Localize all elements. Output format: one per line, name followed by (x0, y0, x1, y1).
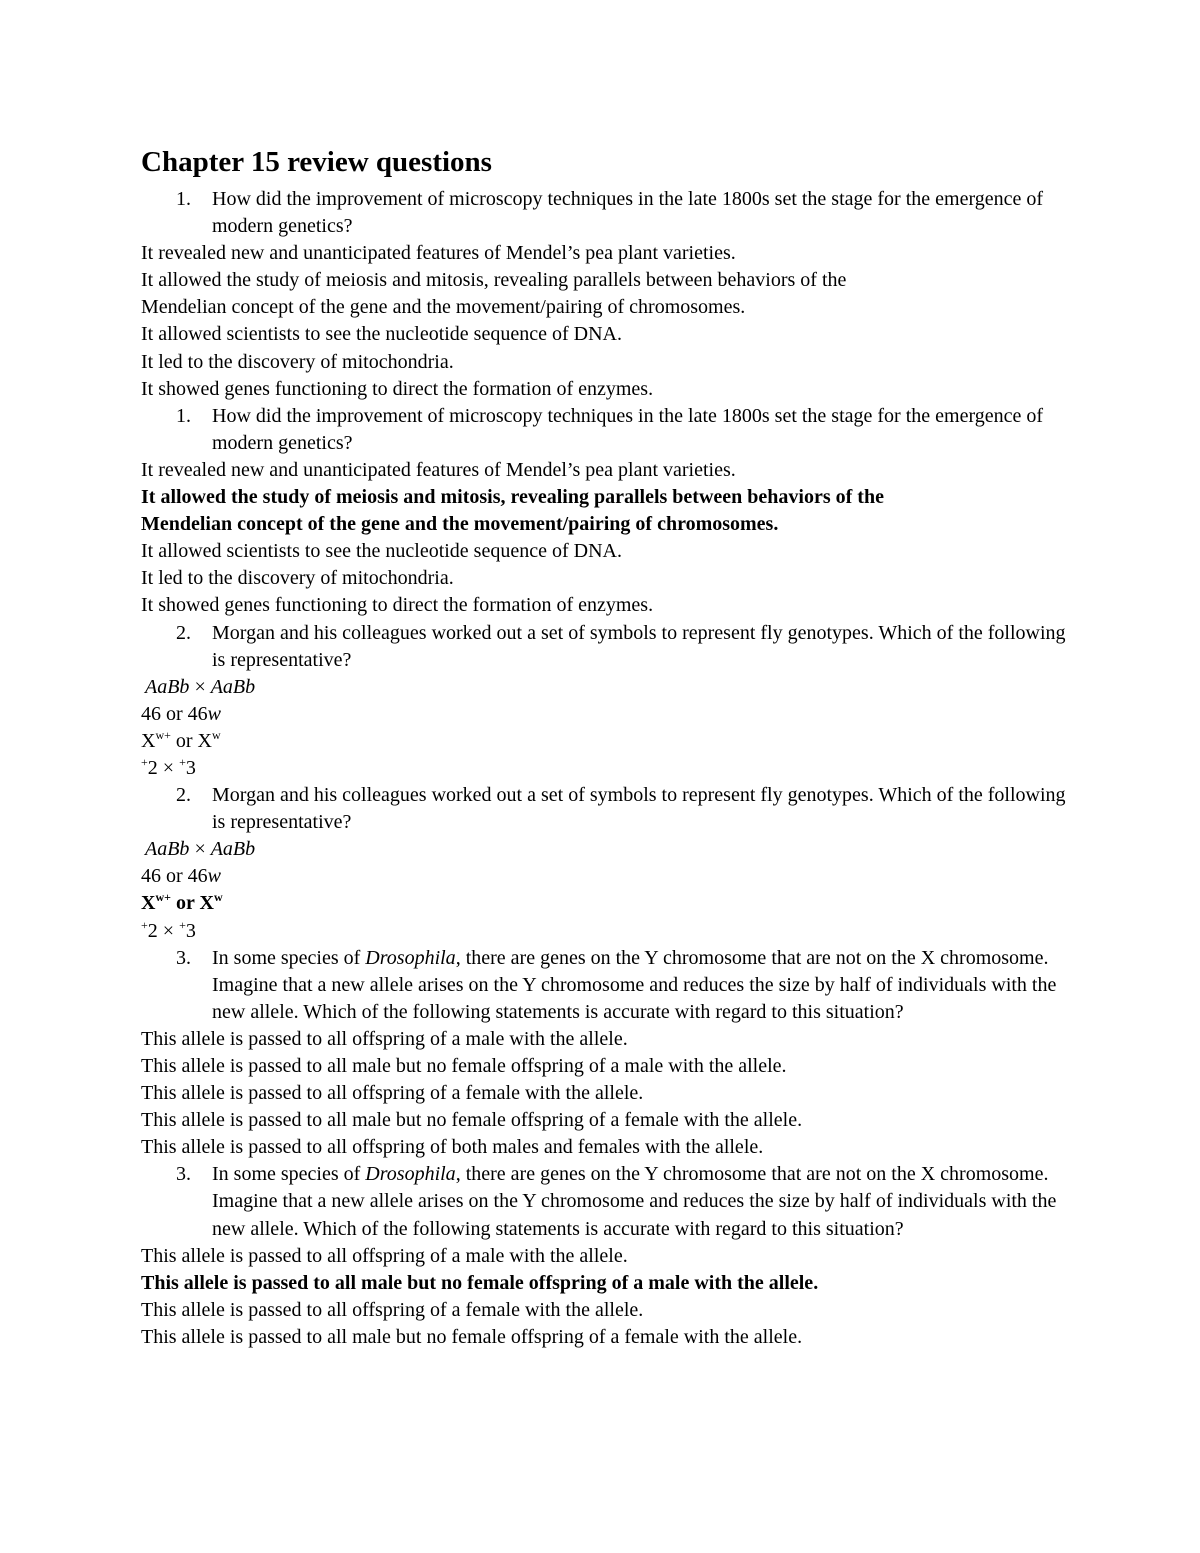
answer-option: It led to the discovery of mitochondria. (141, 350, 454, 373)
option-text: X (141, 729, 156, 752)
option-text: or X (170, 892, 214, 915)
answer-option (141, 836, 1071, 863)
question-text: , there are genes on the Y chromosome that are not on the X chromosome. Imagine that a new allele arises on the Y chromosome and reduces the size by half of individuals with the new allele. Which of the following statements is accurate with regard to this situation? (212, 946, 1057, 1023)
answer-option (141, 701, 1071, 728)
question-number: 2. (176, 784, 191, 807)
question-2 (141, 620, 1071, 674)
answer-option: It allowed the study of meiosis and mitosis, revealing parallels between behaviors of the (141, 269, 847, 292)
question-text: , there are genes on the Y chromosome that are not on the X chromosome. Imagine that a new allele arises on the Y chromosome and reduces the size by half of individuals with the new allele. Which of the following statements is accurate with regard to this situation? (212, 1163, 1057, 1240)
cross-symbol: × (189, 838, 211, 861)
question-number: 1. (176, 404, 191, 427)
question-number: 3. (176, 946, 191, 969)
option-text: 46 or 46 (141, 865, 208, 888)
question-text: Morgan and his colleagues worked out a set of symbols to represent fly genotypes. Which of the following is representative? (212, 621, 1066, 671)
answer-option (141, 863, 1071, 890)
page-title: Chapter 15 review questions (141, 146, 492, 178)
answer-option: It allowed scientists to see the nucleotide sequence of DNA. (141, 540, 622, 563)
question-text-italic: Drosophila (365, 1163, 456, 1186)
question-text: In some species of (212, 946, 366, 969)
answer-option: This allele is passed to all offspring of a female with the allele. (141, 1082, 644, 1105)
answer-option (141, 728, 1071, 755)
superscript: + (179, 754, 186, 769)
superscript: + (179, 917, 186, 932)
question-text: How did the improvement of microscopy techniques in the late 1800s set the stage for the emergence of modern genetics? (212, 404, 1044, 454)
superscript: w+ (155, 890, 171, 905)
answer-option: It allowed scientists to see the nucleotide sequence of DNA. (141, 323, 622, 346)
answer-option (141, 674, 1071, 701)
question-text: In some species of (212, 1163, 366, 1186)
document-page (141, 142, 1071, 1351)
question-text: How did the improvement of microscopy techniques in the late 1800s set the stage for the emergence of modern genetics? (212, 188, 1044, 238)
answer-option: This allele is passed to all offspring of a female with the allele. (141, 1298, 644, 1321)
superscript: + (141, 754, 148, 769)
answer-option: It revealed new and unanticipated features of Mendel’s pea plant varieties. (141, 242, 736, 265)
option-text: 3 (185, 756, 196, 779)
option-text: X (141, 892, 156, 915)
genotype-a: AaBb (145, 838, 190, 861)
option-text: 3 (185, 919, 196, 942)
answer-option: This allele is passed to all offspring of a male with the allele. (141, 1027, 628, 1050)
option-text: 2 × (147, 919, 180, 942)
correct-answer: This allele is passed to all male but no female offspring of a male with the allele. (141, 1271, 819, 1294)
option-text: or X (170, 729, 212, 752)
question-number: 3. (176, 1163, 191, 1186)
answer-option: It revealed new and unanticipated features of Mendel’s pea plant varieties. (141, 458, 736, 481)
question-1 (141, 186, 1071, 240)
answer-option: This allele is passed to all male but no female offspring of a female with the allele. (141, 1325, 803, 1348)
question-number: 2. (176, 621, 191, 644)
option-text: 46 or 46 (141, 702, 208, 725)
answer-option (141, 918, 1071, 945)
option-italic: w (207, 702, 222, 725)
question-text: Morgan and his colleagues worked out a set of symbols to represent fly genotypes. Which of the following is representative? (212, 784, 1066, 834)
answer-option: This allele is passed to all offspring of both males and females with the allele. (141, 1136, 764, 1159)
genotype-b: AaBb (210, 838, 256, 861)
question-2-answered (141, 782, 1071, 836)
answer-option: This allele is passed to all male but no female offspring of a female with the allele. (141, 1109, 803, 1132)
superscript: w (213, 890, 223, 905)
answer-option: This allele is passed to all male but no female offspring of a male with the allele. (141, 1055, 787, 1077)
option-italic: w (207, 865, 222, 888)
question-3 (141, 945, 1071, 1026)
correct-answer: Mendelian concept of the gene and the movement/pairing of chromosomes. (141, 513, 779, 536)
answer-option: It showed genes functioning to direct the formation of enzymes. (141, 594, 654, 617)
question-text-italic: Drosophila (365, 946, 456, 969)
superscript: w+ (155, 727, 171, 742)
correct-answer: It allowed the study of meiosis and mitosis, revealing parallels between behaviors of the (141, 486, 884, 509)
answer-option: This allele is passed to all offspring of a male with the allele. (141, 1244, 628, 1267)
cross-symbol: × (189, 675, 211, 698)
genotype-b: AaBb (210, 675, 256, 698)
superscript: w (212, 727, 221, 742)
question-1-answered (141, 403, 1071, 457)
question-3-answered (141, 1161, 1071, 1242)
superscript: + (141, 917, 148, 932)
answer-option (141, 755, 1071, 782)
answer-option: It led to the discovery of mitochondria. (141, 567, 454, 590)
option-text: 2 × (147, 756, 180, 779)
answer-option: Mendelian concept of the gene and the movement/pairing of chromosomes. (141, 296, 746, 319)
genotype-a: AaBb (145, 675, 190, 698)
answer-option: It showed genes functioning to direct the formation of enzymes. (141, 377, 654, 400)
question-number: 1. (176, 188, 191, 210)
correct-answer (141, 890, 1071, 917)
